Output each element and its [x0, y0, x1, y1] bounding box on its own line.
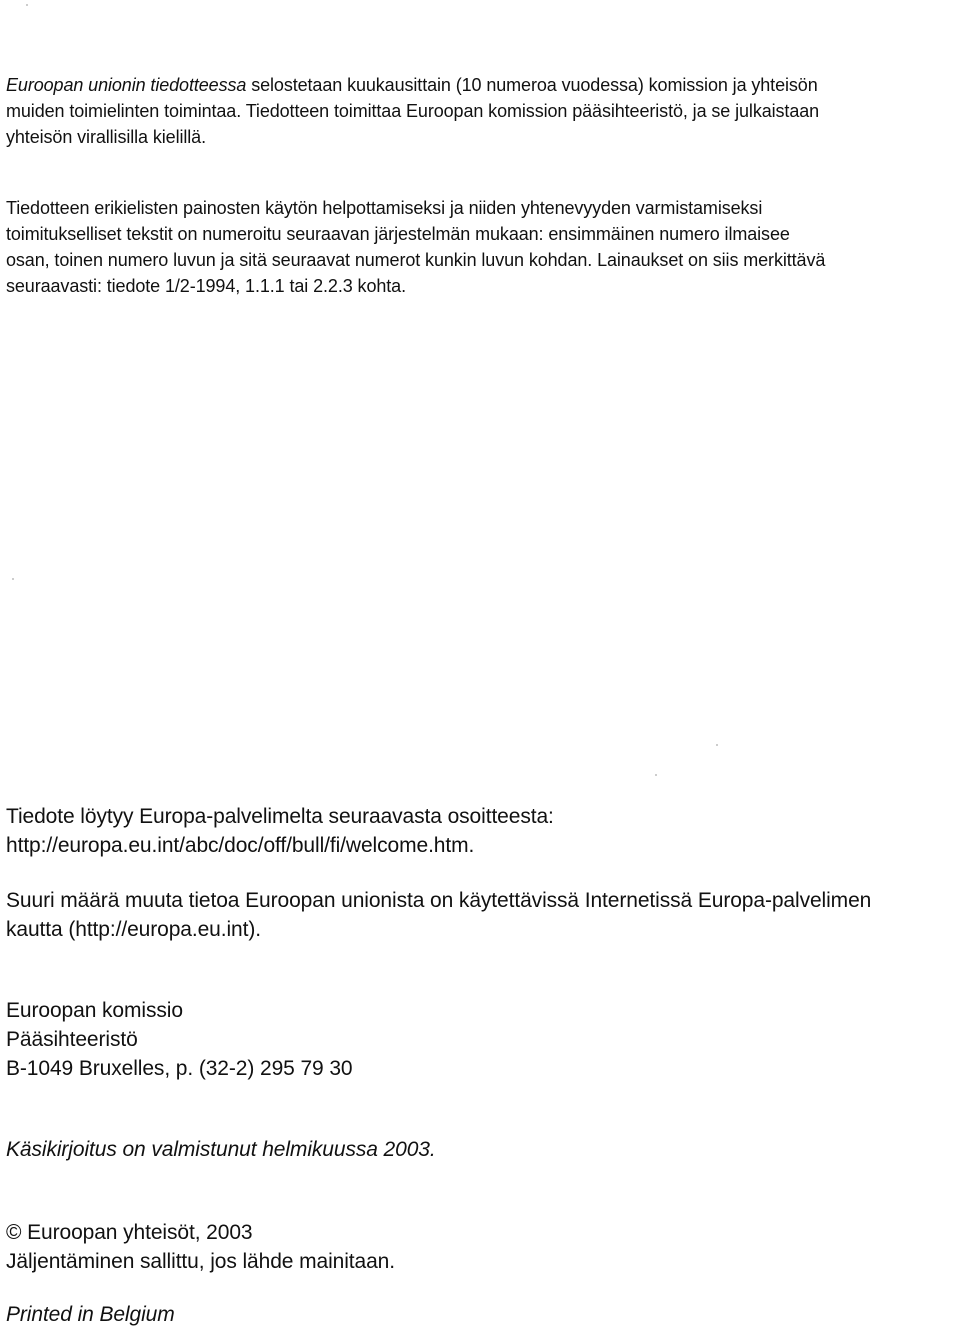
numbering-line-1: Tiedotteen erikielisten painosten käytön helpottamiseksi ja niiden yhtenevyyden varmistamiseksi	[6, 198, 763, 218]
more-info-line-2: kautta (http://europa.eu.int).	[6, 918, 261, 941]
intro-line-1: Euroopan unionin tiedotteessa selostetaan kuukausittain (10 numeroa vuodessa) komission ja yhteisön	[6, 75, 818, 95]
online-line-1: Tiedote löytyy Europa-palvelimelta seuraavasta osoitteesta:	[6, 805, 554, 828]
more-info-paragraph	[6, 886, 956, 944]
online-paragraph	[6, 802, 956, 860]
bulletin-title: Euroopan unionin tiedotteessa	[6, 75, 247, 95]
address-organisation: Euroopan komissio	[6, 999, 183, 1022]
intro-paragraph	[6, 72, 956, 150]
scan-speck	[12, 578, 14, 580]
scan-speck	[716, 744, 718, 746]
copyright-line: © Euroopan yhteisöt, 2003	[6, 1221, 253, 1244]
address-department: Pääsihteeristö	[6, 1028, 138, 1051]
scan-speck	[26, 4, 28, 6]
copyright-block	[6, 1218, 956, 1276]
manuscript-note: Käsikirjoitus on valmistunut helmikuussa 2003.	[6, 1138, 436, 1161]
numbering-line-2: toimitukselliset tekstit on numeroitu seuraavan järjestelmän mukaan: ensimmäinen numero ilmaisee	[6, 224, 790, 244]
intro-line-2: muiden toimielinten toimintaa. Tiedotteen toimittaa Euroopan komission pääsihteeristö, ja se julkaistaan	[6, 101, 820, 121]
numbering-line-4: seuraavasti: tiedote 1/2-1994, 1.1.1 tai 2.2.3 kohta.	[6, 276, 406, 296]
numbering-paragraph	[6, 195, 956, 299]
more-info-line-1: Suuri määrä muuta tietoa Euroopan unionista on käytettävissä Internetissä Europa-palvelimen	[6, 889, 872, 912]
numbering-line-3: osan, toinen numero luvun ja sitä seuraavat numerot kunkin luvun kohdan. Lainaukset on siis merkittävä	[6, 250, 826, 270]
scan-speck	[655, 774, 657, 776]
printed-in: Printed in Belgium	[6, 1303, 175, 1326]
intro-line-3: yhteisön virallisilla kielillä.	[6, 127, 206, 147]
address-city-phone: B-1049 Bruxelles, p. (32-2) 295 79 30	[6, 1057, 353, 1080]
reproduction-notice: Jäljentäminen sallittu, jos lähde mainitaan.	[6, 1250, 395, 1273]
bulletin-url: http://europa.eu.int/abc/doc/off/bull/fi/welcome.htm.	[6, 834, 475, 857]
address-block	[6, 996, 956, 1083]
